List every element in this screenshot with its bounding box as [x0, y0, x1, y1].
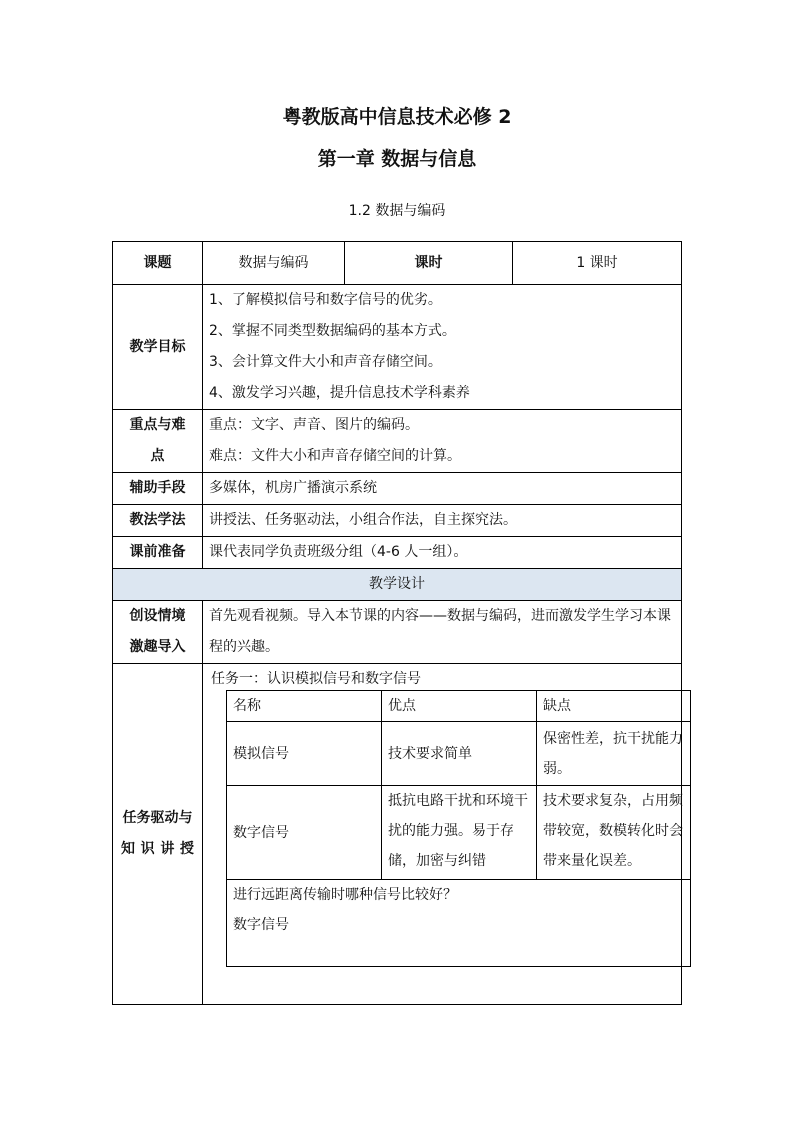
answer-text: 数字信号 — [233, 917, 289, 933]
keypoint-item: 难点：文件大小和声音存储空间的计算。 — [209, 448, 461, 464]
keypoint-item: 重点：文字、声音、图片的编码。 — [209, 417, 419, 433]
methods-label: 教法学法 — [113, 505, 203, 537]
aids-label: 辅助手段 — [113, 473, 203, 505]
chapter-title: 第一章 数据与信息 — [317, 148, 477, 170]
methods-value: 讲授法、任务驱动法，小组合作法，自主探究法。 — [203, 505, 682, 537]
aids-value: 多媒体，机房广播演示系统 — [203, 473, 682, 505]
topic-row — [113, 242, 682, 285]
task-cell — [203, 664, 682, 1005]
keypoints-row — [113, 410, 682, 473]
document-title: 粤教版高中信息技术必修 2 — [282, 106, 512, 128]
intro-value: 首先观看视频。导入本节课的内容——数据与编码，进而激发学生学习本课程的兴趣。 — [203, 601, 682, 664]
goal-item: 2、掌握不同类型数据编码的基本方式。 — [209, 323, 456, 339]
prep-value: 课代表同学负责班级分组（4-6 人一组）。 — [203, 537, 682, 569]
aids-row — [113, 473, 682, 505]
analog-pro: 技术要求简单 — [382, 722, 537, 786]
task-label: 任务驱动与知识讲授 — [113, 664, 203, 1005]
goal-item: 1、了解模拟信号和数字信号的优劣。 — [209, 292, 442, 308]
goals-label: 教学目标 — [113, 285, 203, 410]
methods-row — [113, 505, 682, 537]
hours-label: 课时 — [345, 242, 513, 285]
analog-name: 模拟信号 — [227, 722, 382, 786]
digital-con: 技术要求复杂，占用频带较宽，数模转化时会带来量化误差。 — [537, 786, 691, 880]
digital-name: 数字信号 — [227, 786, 382, 880]
question-row — [227, 880, 691, 967]
design-banner-row — [113, 569, 682, 601]
keypoints-list — [203, 410, 682, 473]
question-cell — [227, 880, 691, 967]
header-pro: 优点 — [382, 691, 537, 722]
header-name: 名称 — [227, 691, 382, 722]
signal-comparison-table — [226, 690, 691, 967]
topic-label: 课题 — [113, 242, 203, 285]
topic-value: 数据与编码 — [203, 242, 345, 285]
prep-label: 课前准备 — [113, 537, 203, 569]
digital-row — [227, 786, 691, 880]
keypoints-label: 重点与难点 — [113, 410, 203, 473]
design-banner: 教学设计 — [113, 569, 682, 601]
section-title: 1.2 数据与编码 — [348, 203, 446, 219]
goals-row — [113, 285, 682, 410]
analog-row — [227, 722, 691, 786]
header-con: 缺点 — [537, 691, 691, 722]
digital-pro: 抵抗电路干扰和环境干扰的能力强。易于存储，加密与纠错 — [382, 786, 537, 880]
task-row — [113, 664, 682, 1005]
analog-con: 保密性差，抗干扰能力弱。 — [537, 722, 691, 786]
task-title: 任务一：认识模拟信号和数字信号 — [211, 671, 421, 687]
prep-row — [113, 537, 682, 569]
intro-row — [113, 601, 682, 664]
goal-item: 4、激发学习兴趣，提升信息技术学科素养 — [209, 385, 470, 401]
hours-value: 1 课时 — [513, 242, 682, 285]
goals-list — [203, 285, 682, 410]
question-text: 进行远距离传输时哪种信号比较好？ — [233, 887, 457, 903]
signal-header-row — [227, 691, 691, 722]
lesson-plan-table — [112, 241, 682, 1005]
goal-item: 3、会计算文件大小和声音存储空间。 — [209, 354, 442, 370]
intro-label: 创设情境激趣导入 — [113, 601, 203, 664]
